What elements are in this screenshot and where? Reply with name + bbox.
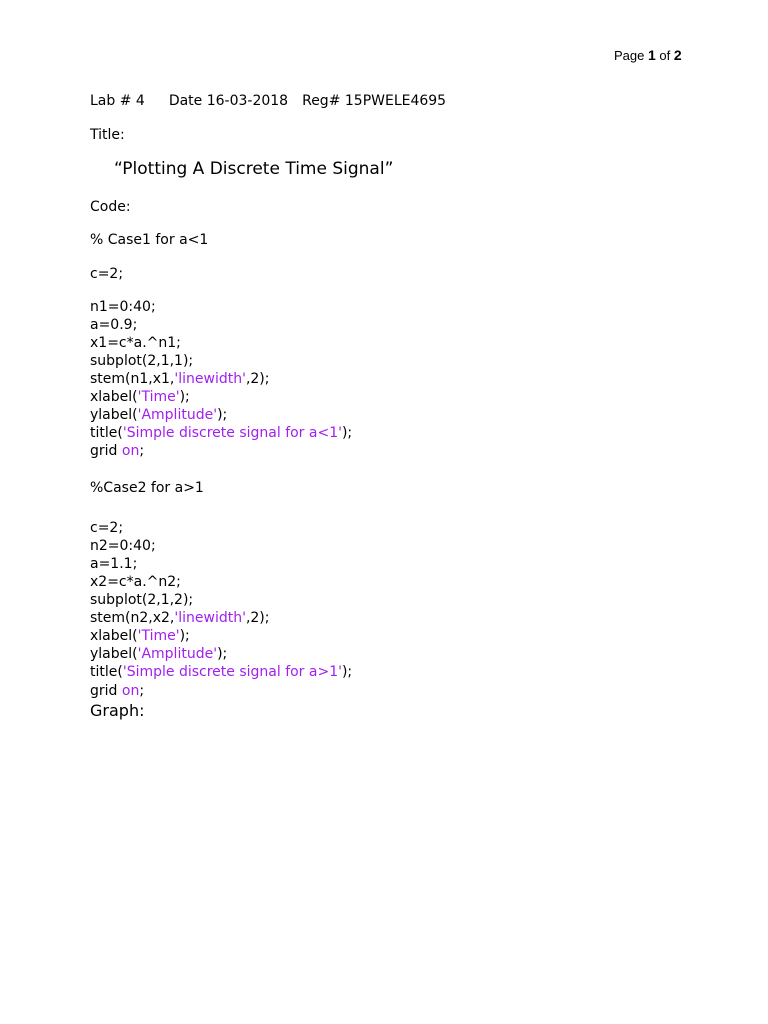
code-string-literal: 'Time' xyxy=(137,628,180,644)
code-text: stem(n1,x1, xyxy=(90,371,175,387)
code-text: ; xyxy=(139,683,145,699)
code-text: grid xyxy=(90,443,122,459)
code-string-literal: on xyxy=(121,683,140,699)
code-string-literal: 'linewidth' xyxy=(174,610,246,626)
code-text: xlabel( xyxy=(90,628,138,644)
page-number xyxy=(614,47,682,63)
code-text: ); xyxy=(179,628,190,644)
code-line xyxy=(90,573,181,591)
code-text: ,2); xyxy=(245,371,270,387)
code-text: %Case2 for a>1 xyxy=(90,480,204,496)
code-string-literal: 'Time' xyxy=(137,389,180,405)
title-label: Title: xyxy=(90,127,125,143)
code-line xyxy=(90,537,156,555)
code-line xyxy=(90,406,227,424)
code-text: a=0.9; xyxy=(90,317,138,333)
code-text: ); xyxy=(217,646,228,662)
lab-number: Lab # 4 xyxy=(90,93,145,109)
code-text: x1=c*a.^n1; xyxy=(90,335,181,351)
page-number-prefix: Page xyxy=(614,48,645,63)
page-number-separator: of xyxy=(659,48,671,63)
code-text: ); xyxy=(341,664,353,680)
code-line xyxy=(90,663,352,681)
code-text: stem(n2,x2, xyxy=(90,610,175,626)
page-number-current: 1 xyxy=(648,47,656,63)
code-text: c=2; xyxy=(90,266,124,282)
registration-number: Reg# 15PWELE4695 xyxy=(302,93,447,109)
code-string-literal: 'Amplitude' xyxy=(137,407,218,423)
code-string-literal: 'linewidth' xyxy=(174,371,246,387)
lab-date: Date 16-03-2018 xyxy=(168,93,289,109)
document-title: “Plotting A Discrete Time Signal” xyxy=(114,159,394,179)
code-line xyxy=(90,265,123,283)
code-string-literal: 'Simple discrete signal for a>1' xyxy=(122,664,342,680)
code-label: Code: xyxy=(90,199,131,215)
code-text: ,2); xyxy=(245,610,270,626)
page-number-total: 2 xyxy=(673,47,682,63)
code-string-literal: on xyxy=(121,443,140,459)
code-line xyxy=(90,442,144,460)
code-text: title( xyxy=(90,664,123,680)
code-string-literal: 'Simple discrete signal for a<1' xyxy=(122,425,342,441)
code-text: n1=0:40; xyxy=(90,299,156,315)
code-line xyxy=(90,298,156,316)
code-line xyxy=(90,479,204,497)
code-text: xlabel( xyxy=(90,389,138,405)
code-line xyxy=(90,682,144,700)
code-line xyxy=(90,334,181,352)
code-line xyxy=(90,627,190,645)
code-line xyxy=(90,352,193,370)
code-text: n2=0:40; xyxy=(90,538,156,554)
code-line xyxy=(90,555,137,573)
code-text: c=2; xyxy=(90,520,124,536)
lab-header xyxy=(90,92,446,110)
code-text: ); xyxy=(341,425,353,441)
code-text: x2=c*a.^n2; xyxy=(90,574,181,590)
code-line xyxy=(90,519,123,537)
code-text: ylabel( xyxy=(90,407,138,423)
code-text: subplot(2,1,1); xyxy=(90,353,194,369)
code-text: ); xyxy=(217,407,228,423)
code-text: ); xyxy=(179,389,190,405)
code-line xyxy=(90,388,190,406)
code-line xyxy=(90,645,227,663)
code-line xyxy=(90,231,208,249)
code-text: grid xyxy=(90,683,122,699)
code-line xyxy=(90,609,269,627)
code-text: ; xyxy=(139,443,145,459)
code-line xyxy=(90,424,352,442)
code-line xyxy=(90,370,269,388)
code-line xyxy=(90,316,137,334)
code-text: title( xyxy=(90,425,123,441)
code-text: a=1.1; xyxy=(90,556,138,572)
code-line xyxy=(90,591,193,609)
code-text: subplot(2,1,2); xyxy=(90,592,194,608)
code-string-literal: 'Amplitude' xyxy=(137,646,218,662)
graph-label: Graph: xyxy=(90,701,145,720)
code-text: % Case1 for a<1 xyxy=(90,232,209,248)
code-text: ylabel( xyxy=(90,646,138,662)
